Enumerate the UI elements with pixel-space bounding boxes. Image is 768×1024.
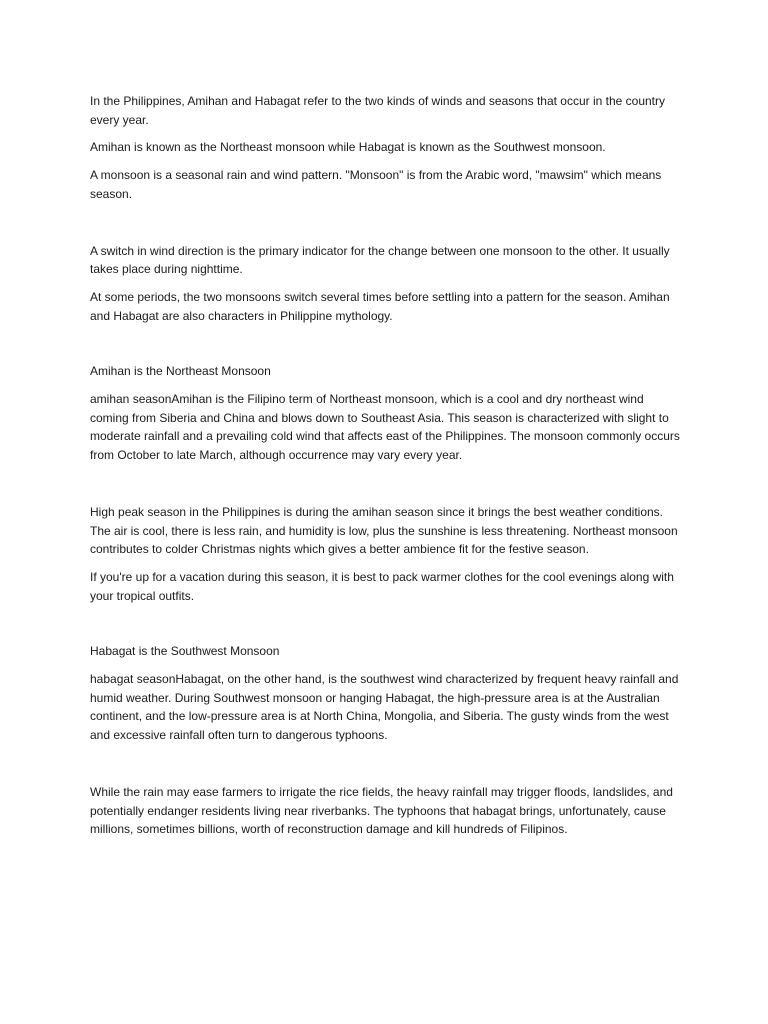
paragraph-periods: At some periods, the two monsoons switch several times before settling into a pattern for the season. Amihan and Habagat are also characters in Philippine mythology. [90,289,670,323]
paragraph-amihan-season: amihan seasonAmihan is the Filipino term of Northeast monsoon, which is a cool and dry northeast wind coming from Siberia and China and blows down to Southeast Asia. This season is characterized with slight to moderate rainfall and a prevailing cold wind that affects east of the Philippines. The monsoon commonly occurs from October to late March, although occurrence may vary every year. [90,392,680,463]
document-body [90,92,680,839]
paragraph-vacation: If you're up for a vacation during this season, it is best to pack warmer clothes for the cool evenings along with your tropical outfits. [90,569,674,603]
paragraph-monsoon-definition: A monsoon is a seasonal rain and wind pattern. "Monsoon" is from the Arabic word, "mawsim" which means season. [90,168,662,201]
heading-amihan: Amihan is the Northeast Monsoon [90,364,271,379]
paragraph-habagat-season: habagat seasonHabagat, on the other hand, is the southwest wind characterized by frequent heavy rainfall and humid weather. During Southwest monsoon or hanging Habagat, the high-pressure area is at the Australian continent, and the low-pressure area is at North China, Mongolia, and Siberia. The gusty winds from the west and excessive rainfall often turn to dangerous typhoons. [90,672,679,743]
heading-habagat: Habagat is the Southwest Monsoon [90,644,280,659]
paragraph-monsoon-names: Amihan is known as the Northeast monsoon while Habagat is known as the Southwest monsoon. [90,140,606,155]
paragraph-peak-season: High peak season in the Philippines is during the amihan season since it brings the best weather conditions. The air is cool, there is less rain, and humidity is low, plus the sunshine is less threatening. Northeast monsoon contributes to colder Christmas nights which gives a better ambience fit for the festive season. [90,504,678,557]
paragraph-wind-switch: A switch in wind direction is the primary indicator for the change between one monsoon to the other. It usually takes place during nighttime. [90,243,670,277]
paragraph-intro: In the Philippines, Amihan and Habagat refer to the two kinds of winds and seasons that occur in the country every year. [90,94,666,127]
paragraph-rain-effects: While the rain may ease farmers to irrigate the rice fields, the heavy rainfall may trigger floods, landslides, and potentially endanger residents living near riverbanks. The typhoons that habagat brings, unfortunately, cause millions, sometimes billions, worth of reconstruction damage and kill hundreds of Filipinos. [90,784,673,837]
